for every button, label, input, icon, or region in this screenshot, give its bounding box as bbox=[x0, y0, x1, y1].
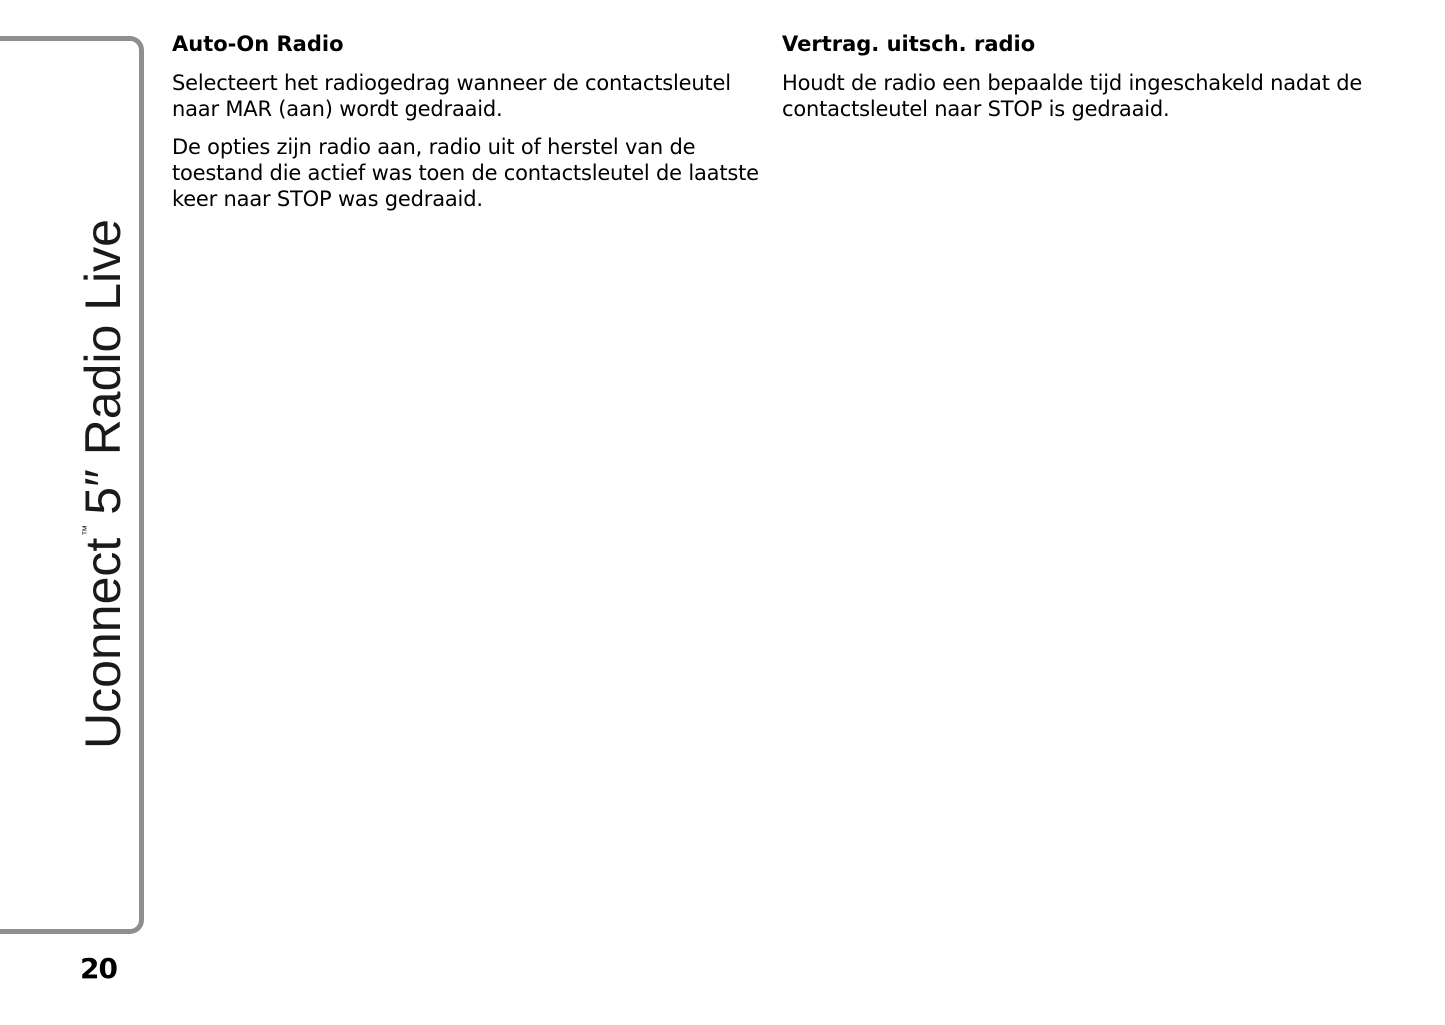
paragraph: Selecteert het radiogedrag wanneer de contactsleutel naar MAR (aan) wordt gedraaid. bbox=[172, 71, 731, 121]
section-title-rest: 5″ Radio Live bbox=[75, 219, 131, 515]
paragraph: De opties zijn radio aan, radio uit of herstel van de toestand die actief was toen de contactsleutel de laatste keer naar STOP was gedraaid. bbox=[172, 135, 759, 211]
section-title-main: Uconnect bbox=[75, 537, 131, 749]
heading-delayed-radio-off: Vertrag. uitsch. radio bbox=[782, 32, 1036, 56]
paragraph: Houdt de radio een bepaalde tijd ingeschakeld nadat de contactsleutel naar STOP is gedraaid. bbox=[782, 71, 1363, 121]
left-column bbox=[172, 28, 762, 224]
page-number: 20 bbox=[80, 952, 117, 985]
section-title-vertical bbox=[74, 219, 132, 749]
heading-auto-on-radio: Auto-On Radio bbox=[172, 32, 344, 56]
trademark-mark: ™ bbox=[81, 524, 93, 536]
right-column bbox=[782, 28, 1382, 134]
